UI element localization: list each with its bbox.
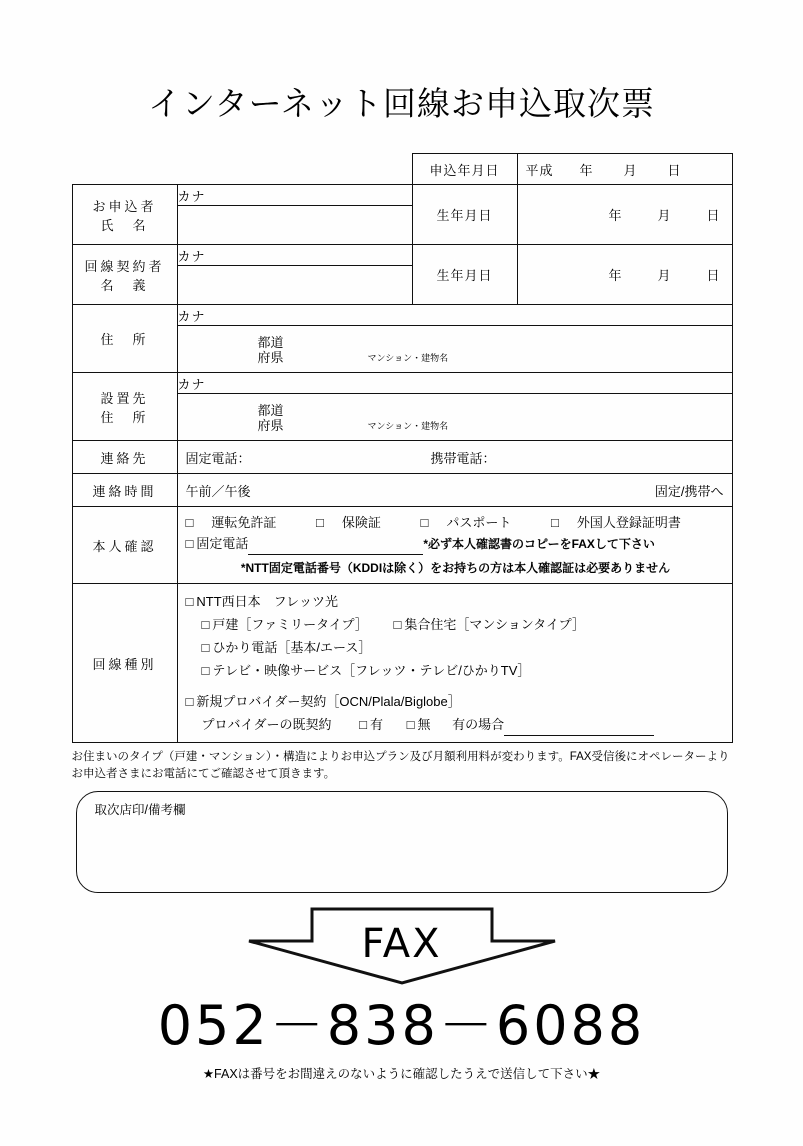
contact-time-value[interactable]: 午前／午後: [185, 483, 251, 499]
form-table: [72, 153, 733, 743]
line-type-ntt-west[interactable]: □ NTT西日本 フレッツ光: [185, 594, 338, 609]
note-line-2: お申込者さまにお電話にてご確認させて頂きます。: [71, 768, 336, 780]
line-type-options: [177, 584, 732, 743]
fax-number: 052－838－6088: [157, 994, 646, 1057]
install-kana-field[interactable]: カナ: [177, 373, 732, 394]
year-label: 年: [579, 162, 594, 178]
line-type-kodate[interactable]: □ 戸建［ファミリータイプ］: [201, 617, 368, 632]
month-label: 月: [657, 268, 673, 283]
day-label: 日: [667, 162, 682, 178]
mobile-phone-label: 携帯電話：: [430, 450, 496, 466]
table-row: [72, 584, 732, 743]
line-type-new-provider[interactable]: □ 新規プロバイダー契約［OCN/Plala/Biglobe］: [185, 694, 461, 709]
contact-label: 連絡先: [72, 441, 177, 474]
contractor-label: 回線契約者 名 義: [72, 245, 177, 305]
applicant-birth-value[interactable]: [517, 185, 732, 245]
todoufuken-line1: 都道: [257, 402, 284, 418]
address-field[interactable]: [177, 326, 732, 373]
month-label: 月: [623, 162, 638, 178]
contractor-birth-value[interactable]: [517, 245, 732, 305]
table-row: [72, 507, 732, 584]
identity-option-license[interactable]: □ 運転免許証: [185, 514, 277, 530]
todoufuken-line2: 府県: [257, 349, 284, 365]
fax-label: FAX: [361, 921, 442, 967]
table-row: [72, 305, 732, 326]
identity-option-passport[interactable]: □ パスポート: [420, 514, 512, 530]
provider-case-label: 有の場合: [452, 717, 505, 732]
contact-fields[interactable]: [177, 441, 732, 474]
day-label: 日: [706, 268, 722, 283]
todoufuken-line1: 都道: [257, 334, 284, 350]
identity-note: *NTT固定電話番号（KDDIは除く）をお持ちの方は本人確認証は必要ありません: [240, 560, 671, 575]
year-label: 年: [608, 268, 624, 283]
table-row: [72, 373, 732, 394]
fax-arrow: [0, 907, 803, 985]
line-type-tv-service[interactable]: □ テレビ・映像サービス［フレッツ・テレビ/ひかりTV］: [201, 663, 531, 678]
applicant-name-field[interactable]: [177, 206, 412, 245]
line-type-label: 回線種別: [72, 584, 177, 743]
day-label: 日: [706, 208, 722, 223]
memo-label: 取次店印/備考欄: [94, 803, 186, 817]
contact-to-label: 固定/携帯へ: [654, 483, 724, 499]
line-type-hikari-denwa[interactable]: □ ひかり電話［基本/エース］: [201, 640, 372, 655]
identity-fax-note: *必ず本人確認書のコピーをFAXして下さい: [423, 536, 655, 551]
applicant-kana-field[interactable]: カナ: [177, 185, 412, 206]
table-row: [72, 441, 732, 474]
contractor-birth-label: 生年月日: [412, 245, 517, 305]
table-row: [72, 245, 732, 266]
table-row: [72, 154, 732, 185]
provider-existing-label: プロバイダーの既契約: [201, 717, 332, 732]
application-form: [72, 153, 732, 743]
fax-caution: ★FAXは番号をお間違えのないように確認したうえで送信して下さい★: [202, 1067, 601, 1081]
page-title: インターネット回線お申込取次票: [147, 84, 656, 123]
table-row: [72, 474, 732, 507]
applicant-birth-label: 生年月日: [412, 185, 517, 245]
install-address-field[interactable]: [177, 394, 732, 441]
applicant-label: お申込者 氏 名: [72, 185, 177, 245]
apply-date-label: 申込年月日: [412, 154, 517, 185]
install-address-label: 設置先 住 所: [72, 373, 177, 441]
identity-options: [177, 507, 732, 584]
identity-option-insurance[interactable]: □ 保険証: [316, 514, 381, 530]
address-label: 住 所: [72, 305, 177, 373]
address-kana-field[interactable]: カナ: [177, 305, 732, 326]
building-note: マンション・建物名: [367, 352, 449, 363]
table-row: [72, 185, 732, 206]
note-line-1: お住まいのタイプ（戸建・マンション）・構造によりお申込プラン及び月額利用料が変わります。FAX受信後にオペレーターより: [71, 751, 730, 763]
identity-label: 本人確認: [72, 507, 177, 584]
month-label: 月: [657, 208, 673, 223]
contractor-name-field[interactable]: [177, 266, 412, 305]
line-type-mansion[interactable]: □ 集合住宅［マンションタイプ］: [393, 617, 585, 632]
identity-option-fixed-phone[interactable]: □ 固定電話: [185, 535, 249, 551]
year-label: 年: [608, 208, 624, 223]
memo-box[interactable]: [76, 791, 728, 893]
form-notes: [72, 749, 732, 783]
fixed-phone-label: 固定電話：: [185, 450, 251, 466]
contractor-kana-field[interactable]: カナ: [177, 245, 412, 266]
building-note: マンション・建物名: [367, 420, 449, 431]
identity-option-foreigner[interactable]: □ 外国人登録証明書: [551, 514, 681, 530]
heisei-label: 平成: [525, 162, 554, 178]
apply-date-value[interactable]: [517, 154, 732, 185]
todoufuken-line2: 府県: [257, 417, 284, 433]
provider-no[interactable]: □ 無: [406, 717, 431, 732]
contact-time-fields[interactable]: [177, 474, 732, 507]
identity-phone-input[interactable]: [248, 541, 423, 555]
provider-yes[interactable]: □ 有: [359, 717, 384, 732]
provider-case-input[interactable]: [504, 722, 654, 736]
contact-time-label: 連絡時間: [72, 474, 177, 507]
